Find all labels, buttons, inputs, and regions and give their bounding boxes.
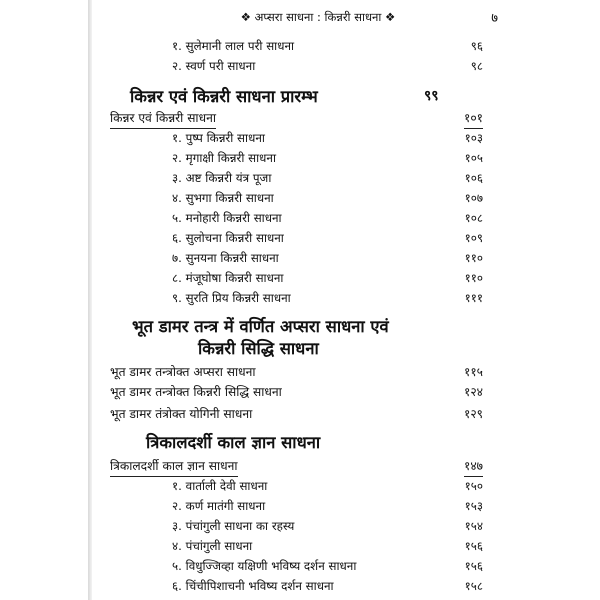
- entry-page: १०७: [464, 191, 483, 205]
- entry-title: भूत डामर तंत्रोक्त योगिनी साधना: [110, 407, 253, 421]
- entry-title: ७. सुनयना किन्नरी साधना: [172, 251, 279, 265]
- toc-entry: [110, 168, 483, 188]
- toc-entry: [110, 536, 483, 556]
- entry-title: ६. सुलोचना किन्नरी साधना: [172, 231, 284, 245]
- entry-title: ३. अष्ट किन्नरी यंत्र पूजा: [172, 171, 272, 185]
- entry-page: १५०: [464, 479, 483, 493]
- page-number: ७: [491, 11, 498, 26]
- entry-page: १११: [464, 291, 483, 305]
- toc-entry: [110, 248, 483, 268]
- entry-title: ४. सुभगा किन्नरी साधना: [172, 191, 274, 205]
- toc-entry: [110, 476, 483, 496]
- entry-title: ५. मनोहारी किन्नरी साधना: [172, 211, 282, 225]
- toc-main-entry: [110, 456, 483, 476]
- entry-page: १५८: [464, 579, 483, 593]
- entry-title: ८. मंजूघोषा किन्नरी साधना: [172, 271, 284, 285]
- entry-title: किन्नर एवं किन्नरी साधना: [110, 108, 216, 129]
- section-heading: भूत डामर तन्त्र में वर्णित अप्सरा साधना एवं: [132, 317, 389, 336]
- entry-page: १५३: [464, 499, 483, 513]
- toc-entry: [110, 362, 483, 382]
- section-heading-line2: किन्नरी सिद्धि साधना: [198, 339, 319, 358]
- entry-title: २. कर्ण मातंगी साधना: [172, 499, 266, 513]
- entry-title: २. स्वर्ण परी साधना: [172, 59, 256, 73]
- toc-entry: [110, 148, 483, 168]
- entry-page: १०५: [464, 151, 483, 165]
- entry-page: १२९: [463, 407, 483, 421]
- entry-page: १०८: [464, 211, 483, 225]
- entry-page: १०६: [464, 171, 483, 185]
- toc-entry: [110, 268, 483, 288]
- entry-page: ११०: [464, 251, 483, 265]
- entry-title: भूत डामर तन्त्रोक्त अप्सरा साधना: [110, 365, 256, 379]
- toc-entry: [110, 56, 483, 76]
- entry-title: ४. पंचांगुली साधना: [172, 539, 253, 553]
- toc-entry: [110, 382, 483, 402]
- section-heading: त्रिकालदर्शी काल ज्ञान साधना: [146, 433, 321, 452]
- entry-title: २. मृगाक्षी किन्नरी साधना: [172, 151, 277, 165]
- entry-page: १५६: [464, 559, 483, 573]
- toc-entry: [110, 516, 483, 536]
- toc-entry: [110, 496, 483, 516]
- entry-title: ९. सुरति प्रिय किन्नरी साधना: [172, 291, 291, 305]
- page-gutter: [88, 0, 92, 600]
- entry-page: १५६: [464, 539, 483, 553]
- entry-title: त्रिकालदर्शी काल ज्ञान साधना: [110, 456, 238, 477]
- running-header: ❖ अप्सरा साधना : किन्नरी साधना ❖: [240, 10, 396, 24]
- entry-page: १०९: [464, 231, 483, 245]
- entry-page: १०१: [464, 108, 483, 129]
- entry-page: ९६: [470, 39, 483, 53]
- entry-page: ११०: [464, 271, 483, 285]
- entry-title: १. वार्ताली देवी साधना: [172, 479, 268, 493]
- entry-page: १५४: [464, 519, 483, 533]
- toc-entry: [110, 404, 483, 424]
- toc-entry: [110, 288, 483, 308]
- toc-entry: [110, 208, 483, 228]
- entry-page: ९८: [470, 59, 483, 73]
- entry-title: १. पुष्प किन्नरी साधना: [172, 131, 265, 145]
- entry-title: १. सुलेमानी लाल परी साधना: [172, 39, 295, 53]
- section-heading: किन्नर एवं किन्नरी साधना प्रारम्भ: [130, 87, 318, 106]
- toc-main-entry: [110, 108, 483, 128]
- toc-entry: [110, 576, 483, 596]
- entry-title: ६. चिंचीपिशाचनी भविष्य दर्शन साधना: [172, 579, 334, 593]
- entry-title: भूत डामर तन्त्रोक्त किन्नरी सिद्धि साधना: [110, 385, 282, 399]
- section-heading-page: ९९: [424, 88, 439, 104]
- toc-entry: [110, 188, 483, 208]
- toc-entry: [110, 556, 483, 576]
- entry-title: ५. विधुज्जिव्हा यक्षिणी भविष्य दर्शन साधना: [172, 559, 357, 573]
- toc-entry: [110, 36, 483, 56]
- entry-page: ११५: [463, 365, 483, 379]
- toc-entry: [110, 228, 483, 248]
- entry-page: १४७: [464, 456, 483, 477]
- toc-entry: [110, 128, 483, 148]
- entry-title: ३. पंचांगुली साधना का रहस्य: [172, 519, 295, 533]
- entry-page: १०३: [464, 131, 483, 145]
- entry-page: १२४: [463, 385, 483, 399]
